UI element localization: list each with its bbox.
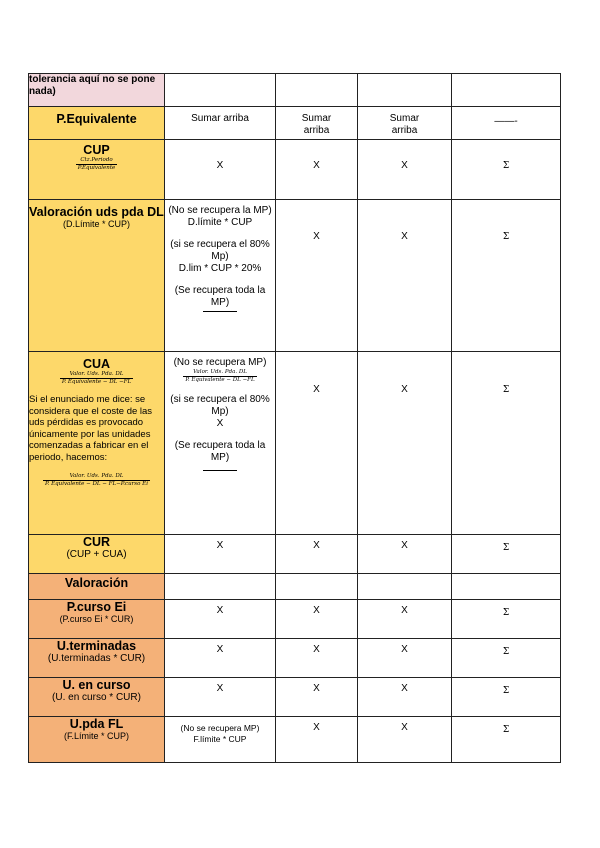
pequiv-col3: Sumar arriba [389, 113, 420, 136]
dl-opt2-formula: D.lim * CUP * 20% [178, 263, 262, 274]
row-valoracion [29, 574, 561, 600]
label-cua: CUA [82, 357, 111, 371]
dl-opt1: (No se recupera la MP) [168, 205, 272, 216]
label-cur: CUR [82, 535, 111, 549]
cur-col3: X [401, 540, 408, 551]
cua-opt2: (si se recupera el 80% Mp) [170, 394, 270, 417]
cua-col4: Σ [502, 385, 510, 395]
cur-col1: X [216, 540, 224, 551]
uterm-col2: X [313, 644, 320, 655]
row-p-curso-ei [29, 600, 561, 639]
uencurso-col3: X [401, 683, 408, 694]
cua-formula: Valor. Uds. Pda. DL P. Equivalente − DL −FL [61, 371, 132, 385]
cur-col2: X [313, 540, 320, 551]
dl-formula: (D.Límite * CUP) [62, 219, 130, 229]
dl-col3: X [401, 231, 408, 242]
row-u-pda-fl [29, 717, 561, 763]
pcurso-col4: Σ [502, 608, 510, 618]
cua-opt1: (No se recupera MP) [173, 357, 267, 368]
row-cup [29, 140, 561, 200]
pequiv-col1: Sumar arriba [191, 113, 249, 124]
label-p-curso-ei: P.curso Ei [66, 600, 127, 614]
row-tolerancia [29, 74, 561, 107]
pcurso-col2: X [313, 605, 320, 616]
updafl-col3: X [401, 722, 408, 733]
cua-opt3-rule [203, 470, 237, 471]
cup-col1: X [216, 160, 224, 171]
dl-opt3-rule [203, 311, 237, 312]
cua-col3: X [401, 384, 408, 395]
label-u-terminadas: U.terminadas [56, 639, 137, 653]
label-u-en-curso: U. en curso [62, 678, 131, 692]
dl-col2: X [313, 231, 320, 242]
uterm-col3: X [401, 644, 408, 655]
u-pda-fl-formula: (F.Límite * CUP) [63, 731, 129, 741]
dl-opt2: (si se recupera el 80% Mp) [170, 239, 270, 262]
cost-accounting-table [28, 73, 561, 763]
label-valoracion-dl: Valoración uds pda DL [29, 205, 164, 219]
label-p-equivalente: P.Equivalente [56, 112, 137, 126]
cua-opt3: (Se recupera toda la MP) [174, 440, 266, 463]
cua-note: Si el enunciado me dice: se considera que el coste de las uds pérdidas es provocado únicamente por las unidades comenzadas a fabricar en el periodo, hacemos: [29, 394, 153, 463]
updafl-col4: Σ [502, 725, 510, 735]
cur-formula: (CUP + CUA) [66, 549, 127, 560]
row-u-en-curso [29, 678, 561, 717]
updafl-col2: X [313, 722, 320, 733]
u-en-curso-formula: (U. en curso * CUR) [52, 692, 141, 703]
cua-col2: X [313, 384, 320, 395]
cup-col4: Σ [502, 161, 510, 171]
uencurso-col1: X [216, 683, 224, 694]
pequiv-col4: ——- [494, 116, 518, 127]
label-u-pda-fl: U.pda FL [69, 717, 124, 731]
pcurso-col1: X [216, 605, 224, 616]
cua-opt1-formula: Valor. Uds. Pda. DL P. Equivalente − DL −FL [185, 369, 255, 383]
u-terminadas-formula: (U.terminadas * CUR) [47, 653, 146, 664]
pequiv-col2: Sumar arriba [301, 113, 332, 136]
updafl-opt1-formula: F.límite * CUP [193, 733, 247, 744]
uterm-col1: X [216, 644, 224, 655]
cup-formula: Ctz.Periodo P.Equivalente [77, 157, 116, 171]
cup-col2: X [313, 160, 320, 171]
uencurso-col4: Σ [502, 686, 510, 696]
row-cua [29, 352, 561, 535]
row-p-equivalente [29, 107, 561, 140]
uterm-col4: Σ [502, 647, 510, 657]
label-valoracion: Valoración [64, 576, 129, 590]
uencurso-col2: X [313, 683, 320, 694]
pcurso-col3: X [401, 605, 408, 616]
updafl-opt1: (No se recupera MP) [180, 723, 260, 733]
row-cur [29, 535, 561, 574]
p-curso-ei-formula: (P.curso Ei * CUR) [59, 614, 134, 624]
cua-formula-alt: Valor. Uds. Pda. DL P. Equivalente − DL − FL−P.curso Ei [45, 473, 148, 487]
row-u-terminadas [29, 639, 561, 678]
dl-opt1-formula: D.límite * CUP [187, 217, 253, 228]
label-tolerancia: tolerancia aquí no se pone nada) [29, 74, 165, 107]
label-cup: CUP [83, 143, 110, 157]
cup-col3: X [401, 160, 408, 171]
dl-opt3: (Se recupera toda la MP) [174, 285, 266, 308]
cur-col4: Σ [502, 543, 510, 553]
cua-opt2-mark: X [216, 418, 224, 429]
dl-col4: Σ [502, 232, 510, 242]
row-valoracion-dl [29, 200, 561, 352]
